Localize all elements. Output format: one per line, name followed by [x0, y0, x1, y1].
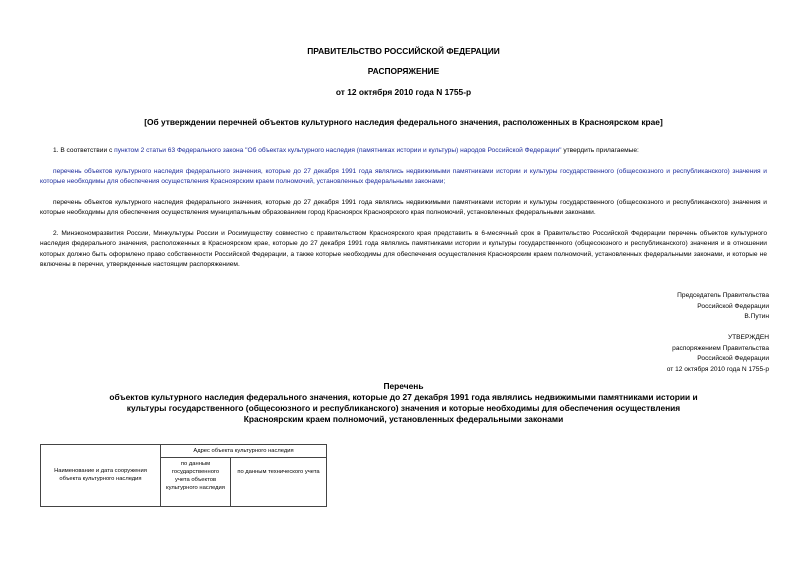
law-link[interactable]: пунктом 2 статьи 63 Федерального закона "Об объектах культурного наследия (памятниках истории и культуры) народов Российской Федерации" — [114, 147, 562, 154]
document-org: ПРАВИТЕЛЬСТВО РОССИЙСКОЙ ФЕДЕРАЦИИ — [307, 46, 500, 56]
document-subject: [Об утверждении перечней объектов культурного наследия федерального значения, расположенных в Красноярском крае] — [144, 117, 663, 127]
list-item-municipal: перечень объектов культурного наследия федерального значения, которые до 27 декабря 1991 года являлись недвижимыми памятниками истории и культуры государственного (общесоюзного и республиканского) значения и которые необходимы для обеспечения осуществления муниципальным образованием город Красноярск Красноярского края полномочий, установленных федеральными законами. — [40, 199, 767, 217]
approval-title: УТВЕРЖДЕН — [727, 334, 769, 341]
list-link-krai[interactable]: перечень объектов культурного наследия федерального значения, которые до 27 декабря 1991 года являлись недвижимыми памятниками истории и культуры государственного (общесоюзного и республиканского) значения и которые необходимы для обеспечения осуществления Красноярским краем полномочий, установленных федеральными законами; — [40, 168, 767, 186]
paragraph-2: 2. Минэкономразвития России, Минкультуры России и Росимуществу совместно с правительством Красноярского края представить в 6-месячный срок в Правительство Российской Федерации перечень объектов культурного наследия федерального значения, расположенных в Красноярском крае, которые до 27 декабря 1991 года являлись памятниками истории и культуры государственного (общесоюзного и республиканского) значения и в отношении которых должно быть оформлено право собственности Российской Федерации, а также которые необходимы для обеспечения осуществления Красноярским краем полномочий, установленных федеральными законами, и которые не включены в перечни, утвержденные настоящим распоряжением. — [40, 230, 767, 268]
table-header-state-registry: по данным государственного учета объектов культурного наследия — [161, 458, 231, 507]
document-type: РАСПОРЯЖЕНИЕ — [367, 66, 440, 76]
paragraph-1 — [40, 146, 767, 156]
paragraph-1-suffix: утвердить прилагаемые: — [561, 147, 639, 154]
table-header-technical-registry: по данным технического учета — [231, 458, 327, 507]
list-heading: Перечень — [383, 381, 424, 391]
signature-block — [677, 291, 769, 323]
document-date: от 12 октября 2010 года N 1755-р — [335, 87, 472, 97]
signature-org: Российской Федерации — [697, 302, 769, 310]
list-description: объектов культурного наследия федерального значения, которые до 27 декабря 1991 года являлись недвижимыми памятниками истории и культуры государственного (общесоюзного и республиканского) значения и которые необходимы для обеспечения осуществления Красноярским краем полномочий, установленных федеральными законами — [109, 392, 698, 424]
paragraph-1-prefix: 1. В соответствии с — [53, 147, 115, 154]
signature-title: Председатель Правительства — [677, 292, 769, 299]
approval-date: от 12 октября 2010 года N 1755-р — [666, 365, 769, 373]
list-title — [100, 381, 707, 425]
approval-block — [667, 333, 769, 375]
approval-by: распоряжением Правительства — [672, 344, 769, 352]
approval-org: Российской Федерации — [697, 355, 769, 362]
table-header-address: Адрес объекта культурного наследия — [161, 445, 327, 458]
table-header-name: Наименование и дата сооружения объекта культурного наследия — [41, 445, 161, 507]
signature-name: В.Путин — [744, 313, 769, 320]
objects-table — [40, 444, 327, 507]
